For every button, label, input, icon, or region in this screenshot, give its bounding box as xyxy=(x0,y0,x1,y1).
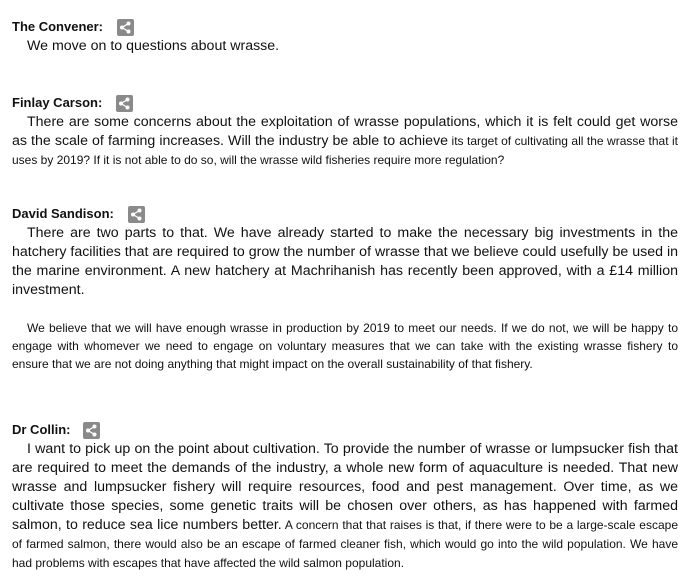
speech-paragraph xyxy=(12,113,678,170)
speech-paragraph: We believe that we will have enough wrasse in production by 2019 to meet our needs. If we do not, we will be happy to engage with whomever we need to engage on voluntary measures that we can take with the existing wrasse fishery to ensure that we are not doing anything that might impact on the overall sustainability of that fishery. xyxy=(12,321,678,371)
speech-convener xyxy=(12,17,678,56)
share-icon[interactable] xyxy=(116,95,133,112)
speaker-name: Dr Collin: xyxy=(12,422,71,437)
share-icon[interactable] xyxy=(128,206,145,223)
speaker-name: Finlay Carson: xyxy=(12,95,103,110)
speaker-line xyxy=(12,204,678,224)
speaker-line xyxy=(12,17,678,37)
speech-dr-collin xyxy=(12,420,678,573)
speech-david-sandison xyxy=(12,204,678,373)
paragraph-part: A concern that that raises is that, if there were to be a large-scale escape of farmed salmon, there would also be an escape of farmed cleaner fish, which would go into the wild population. We have had problems with escapes that have affected the wild salmon population. xyxy=(12,518,678,570)
speaker-line xyxy=(12,93,678,113)
speech-finlay-carson xyxy=(12,93,678,170)
speaker-line xyxy=(12,420,678,440)
speech-paragraph: We move on to questions about wrasse. xyxy=(27,38,280,54)
speech-paragraph: There are two parts to that. We have already started to make the necessary big investments in the hatchery facilities that are required to grow the number of wrasse that we believe could usefully be used in the marine environment. A new hatchery at Machrihanish has recently been approved, with a £14 million investment. xyxy=(12,225,678,298)
speaker-name: The Convener: xyxy=(12,19,104,34)
share-icon[interactable] xyxy=(117,19,134,36)
paragraph-part: its target of cultivating all the wrasse that it uses by 2019? If it is not able to do so, will the wrasse wild fisheries require more regulation? xyxy=(12,134,678,167)
speaker-name: David Sandison: xyxy=(12,206,114,221)
share-icon[interactable] xyxy=(83,422,100,439)
speech-paragraph xyxy=(12,440,678,573)
paragraph-part: I want to pick up on the point about cultivation. To provide the number of wrasse or lumpsucker fish that are required to meet the demands of the industry, a whole new form of aquaculture is needed. That new wrasse and lumpsucker fishery will require resources, food and pest management. Over time, as we cultivate those species, some genetic traits will be chosen over others, as has happened with farmed salmon, to reduce sea lice numbers better. xyxy=(12,441,678,533)
paragraph-part: There are some concerns about the exploitation of wrasse populations, which it is felt could get worse as the scale of farming increases. Will the industry be able to achieve xyxy=(12,114,678,149)
